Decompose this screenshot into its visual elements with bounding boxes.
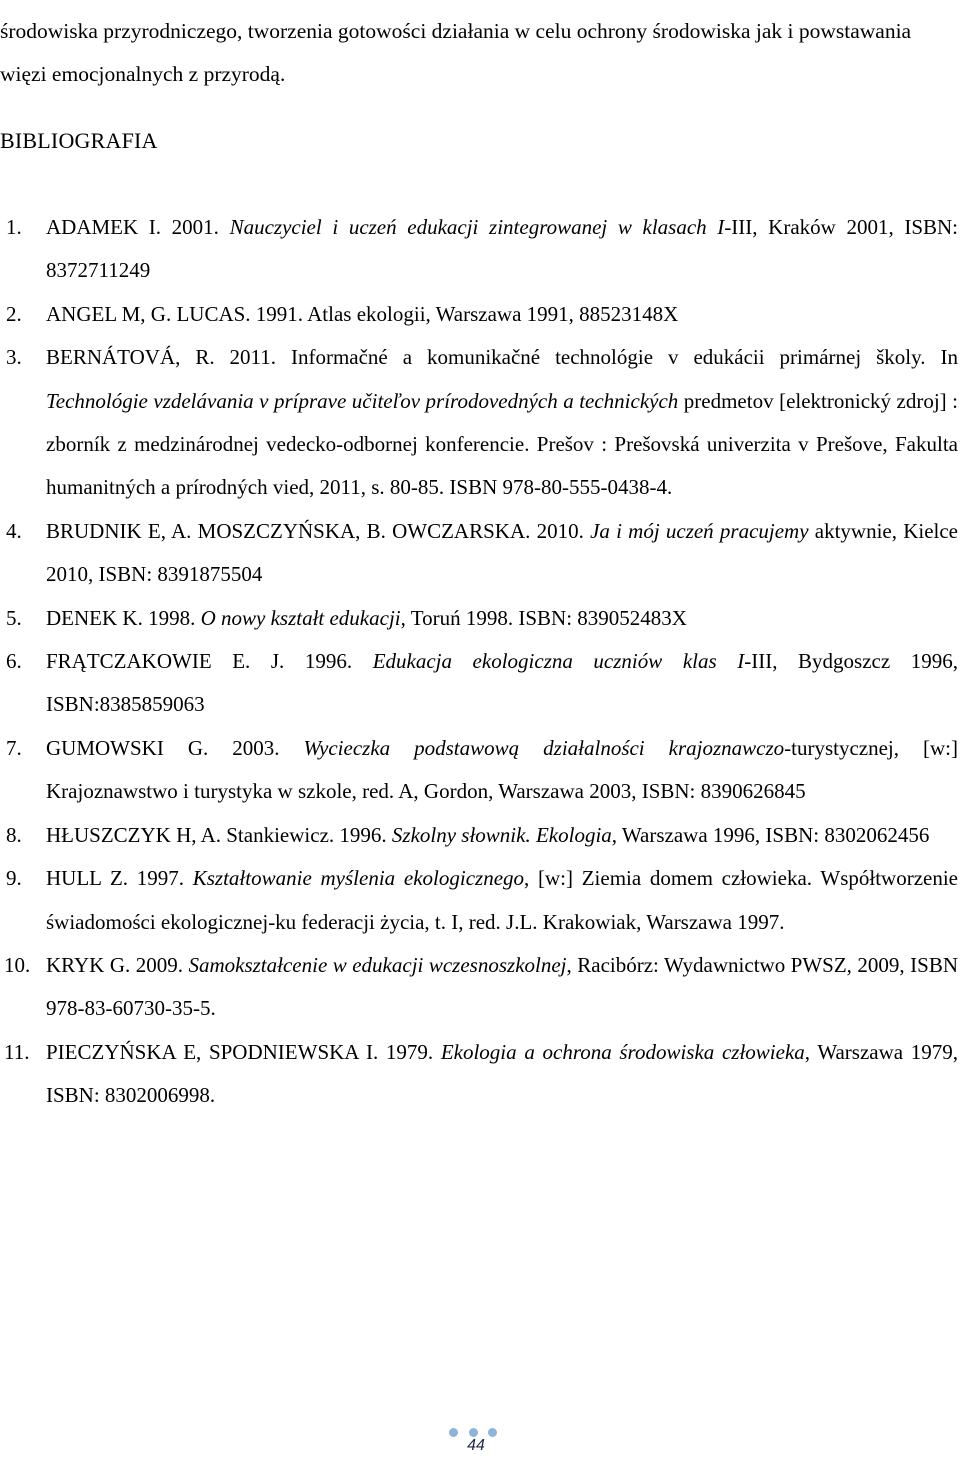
bibliography-entry (0, 944, 958, 1031)
entry-title-italic: O nowy kształt edukacji (200, 605, 401, 630)
entry-text: aktywnie, Kielce 2010, ISBN: 8391875504 (46, 518, 959, 587)
entry-number: 4. (6, 518, 22, 543)
bibliography-entry (0, 336, 958, 510)
entry-text: ANGEL M, G. LUCAS. 1991. Atlas ekologii, Warszawa 1991, 88523148X (46, 301, 679, 326)
entry-text: GUMOWSKI G. 2003. (46, 735, 304, 760)
page-footer (0, 1422, 960, 1458)
entry-title-italic: Nauczyciel i uczeń edukacji zintegrowanej w klasach I (229, 215, 725, 239)
entry-number: 9. (6, 866, 22, 891)
entry-text: -turystycznej, [w:] Krajoznawstwo i turystyka w szkole, red. A, Gordon, Warszawa 2003, ISBN: 8390626845 (46, 735, 958, 804)
entry-text: predmetov [elektronický zdroj] : zborník z medzinárodnej vedecko-odbornej konferencie. Prešov : Prešovská univerzita v Prešove, Fakulta humanitných a prírodných vied, 2011, s. 80-85. ISBN 978-80-555-0438-4. (46, 388, 958, 500)
entry-number: 11. (4, 1039, 30, 1064)
bibliography-entry (0, 857, 958, 944)
entry-text: ADAMEK I. 2001. (46, 215, 230, 239)
bibliography-entry (0, 206, 958, 293)
entry-title-italic: Kształtowanie myślenia ekologicznego (192, 866, 525, 891)
bibliography-entry (0, 727, 958, 814)
entry-text: DENEK K. 1998. (46, 605, 201, 630)
entry-text: BRUDNIK E, A. MOSZCZYŃSKA, B. OWCZARSKA. 2010. (46, 518, 591, 543)
entry-title-italic: Samokształcenie w edukacji wczesnoszkolnej (188, 952, 567, 977)
bibliography-list (0, 206, 958, 1118)
entry-title-italic: Szkolny słownik. Ekologia (391, 822, 612, 847)
entry-text: -III, Bydgoszcz 1996, ISBN:8385859063 (46, 649, 958, 717)
entry-number: 7. (6, 735, 22, 760)
entry-number: 1. (6, 215, 22, 239)
bibliography-entry (0, 1031, 958, 1118)
entry-text: BERNÁTOVÁ, R. 2011. Informačné a komunikačné technológie v edukácii primárnej školy. In (46, 345, 958, 370)
entry-title-italic: Technológie vzdelávania v príprave učiteľov prírodovedných a technických (46, 388, 679, 413)
page-number: 44 (467, 1437, 485, 1454)
bibliography-entry (0, 640, 958, 727)
entry-text: HŁUSZCZYK H, A. Stankiewicz. 1996. (46, 822, 392, 847)
bibliography-heading: BIBLIOGRAFIA (0, 128, 158, 153)
bibliography-entry (0, 510, 958, 597)
entry-number: 3. (6, 345, 22, 370)
entry-text: , Warszawa 1996, ISBN: 8302062456 (611, 822, 930, 847)
footer-dot-icon (449, 1428, 458, 1437)
entry-text: HULL Z. 1997. (46, 866, 193, 891)
entry-text: -III, Kraków 2001, ISBN: 8372711249 (46, 215, 959, 283)
entry-number: 2. (6, 301, 22, 326)
entry-text: FRĄTCZAKOWIE E. J. 1996. (46, 649, 373, 674)
bibliography-entry (0, 814, 958, 857)
entry-title-italic: Ekologia a ochrona środowiska człowieka (440, 1039, 805, 1064)
bibliography-entry (0, 597, 958, 640)
entry-text: , Racibórz: Wydawnictwo PWSZ, 2009, ISBN 978-83-60730-35-5. (46, 952, 958, 1021)
entry-text: , Toruń 1998. ISBN: 839052483X (400, 605, 687, 630)
entry-title-italic: Wycieczka podstawową działalności krajoznawczo (303, 735, 785, 760)
entry-text: , Warszawa 1979, ISBN: 8302006998. (46, 1039, 959, 1108)
entry-text: PIECZYŃSKA E, SPODNIEWSKA I. 1979. (46, 1039, 441, 1064)
entry-text: , [w:] Ziemia domem człowieka. Współtworzenie świadomości ekologicznej-ku federacji życia, t. I, red. J.L. Krakowiak, Warszawa 1997. (46, 866, 958, 934)
entry-number: 5. (6, 605, 22, 630)
entry-title-italic: Ja i mój uczeń pracujemy (590, 518, 809, 543)
entry-text: KRYK G. 2009. (46, 952, 189, 977)
entry-title-italic: Edukacja ekologiczna uczniów klas I (372, 649, 745, 674)
bibliography-entry (0, 293, 958, 336)
entry-number: 8. (6, 822, 22, 847)
intro-paragraph: środowiska przyrodniczego, tworzenia gotowości działania w celu ochrony środowiska jak i powstawania więzi emocjonalnych z przyrodą. (0, 19, 912, 86)
entry-number: 10. (4, 952, 31, 977)
entry-number: 6. (6, 649, 22, 674)
